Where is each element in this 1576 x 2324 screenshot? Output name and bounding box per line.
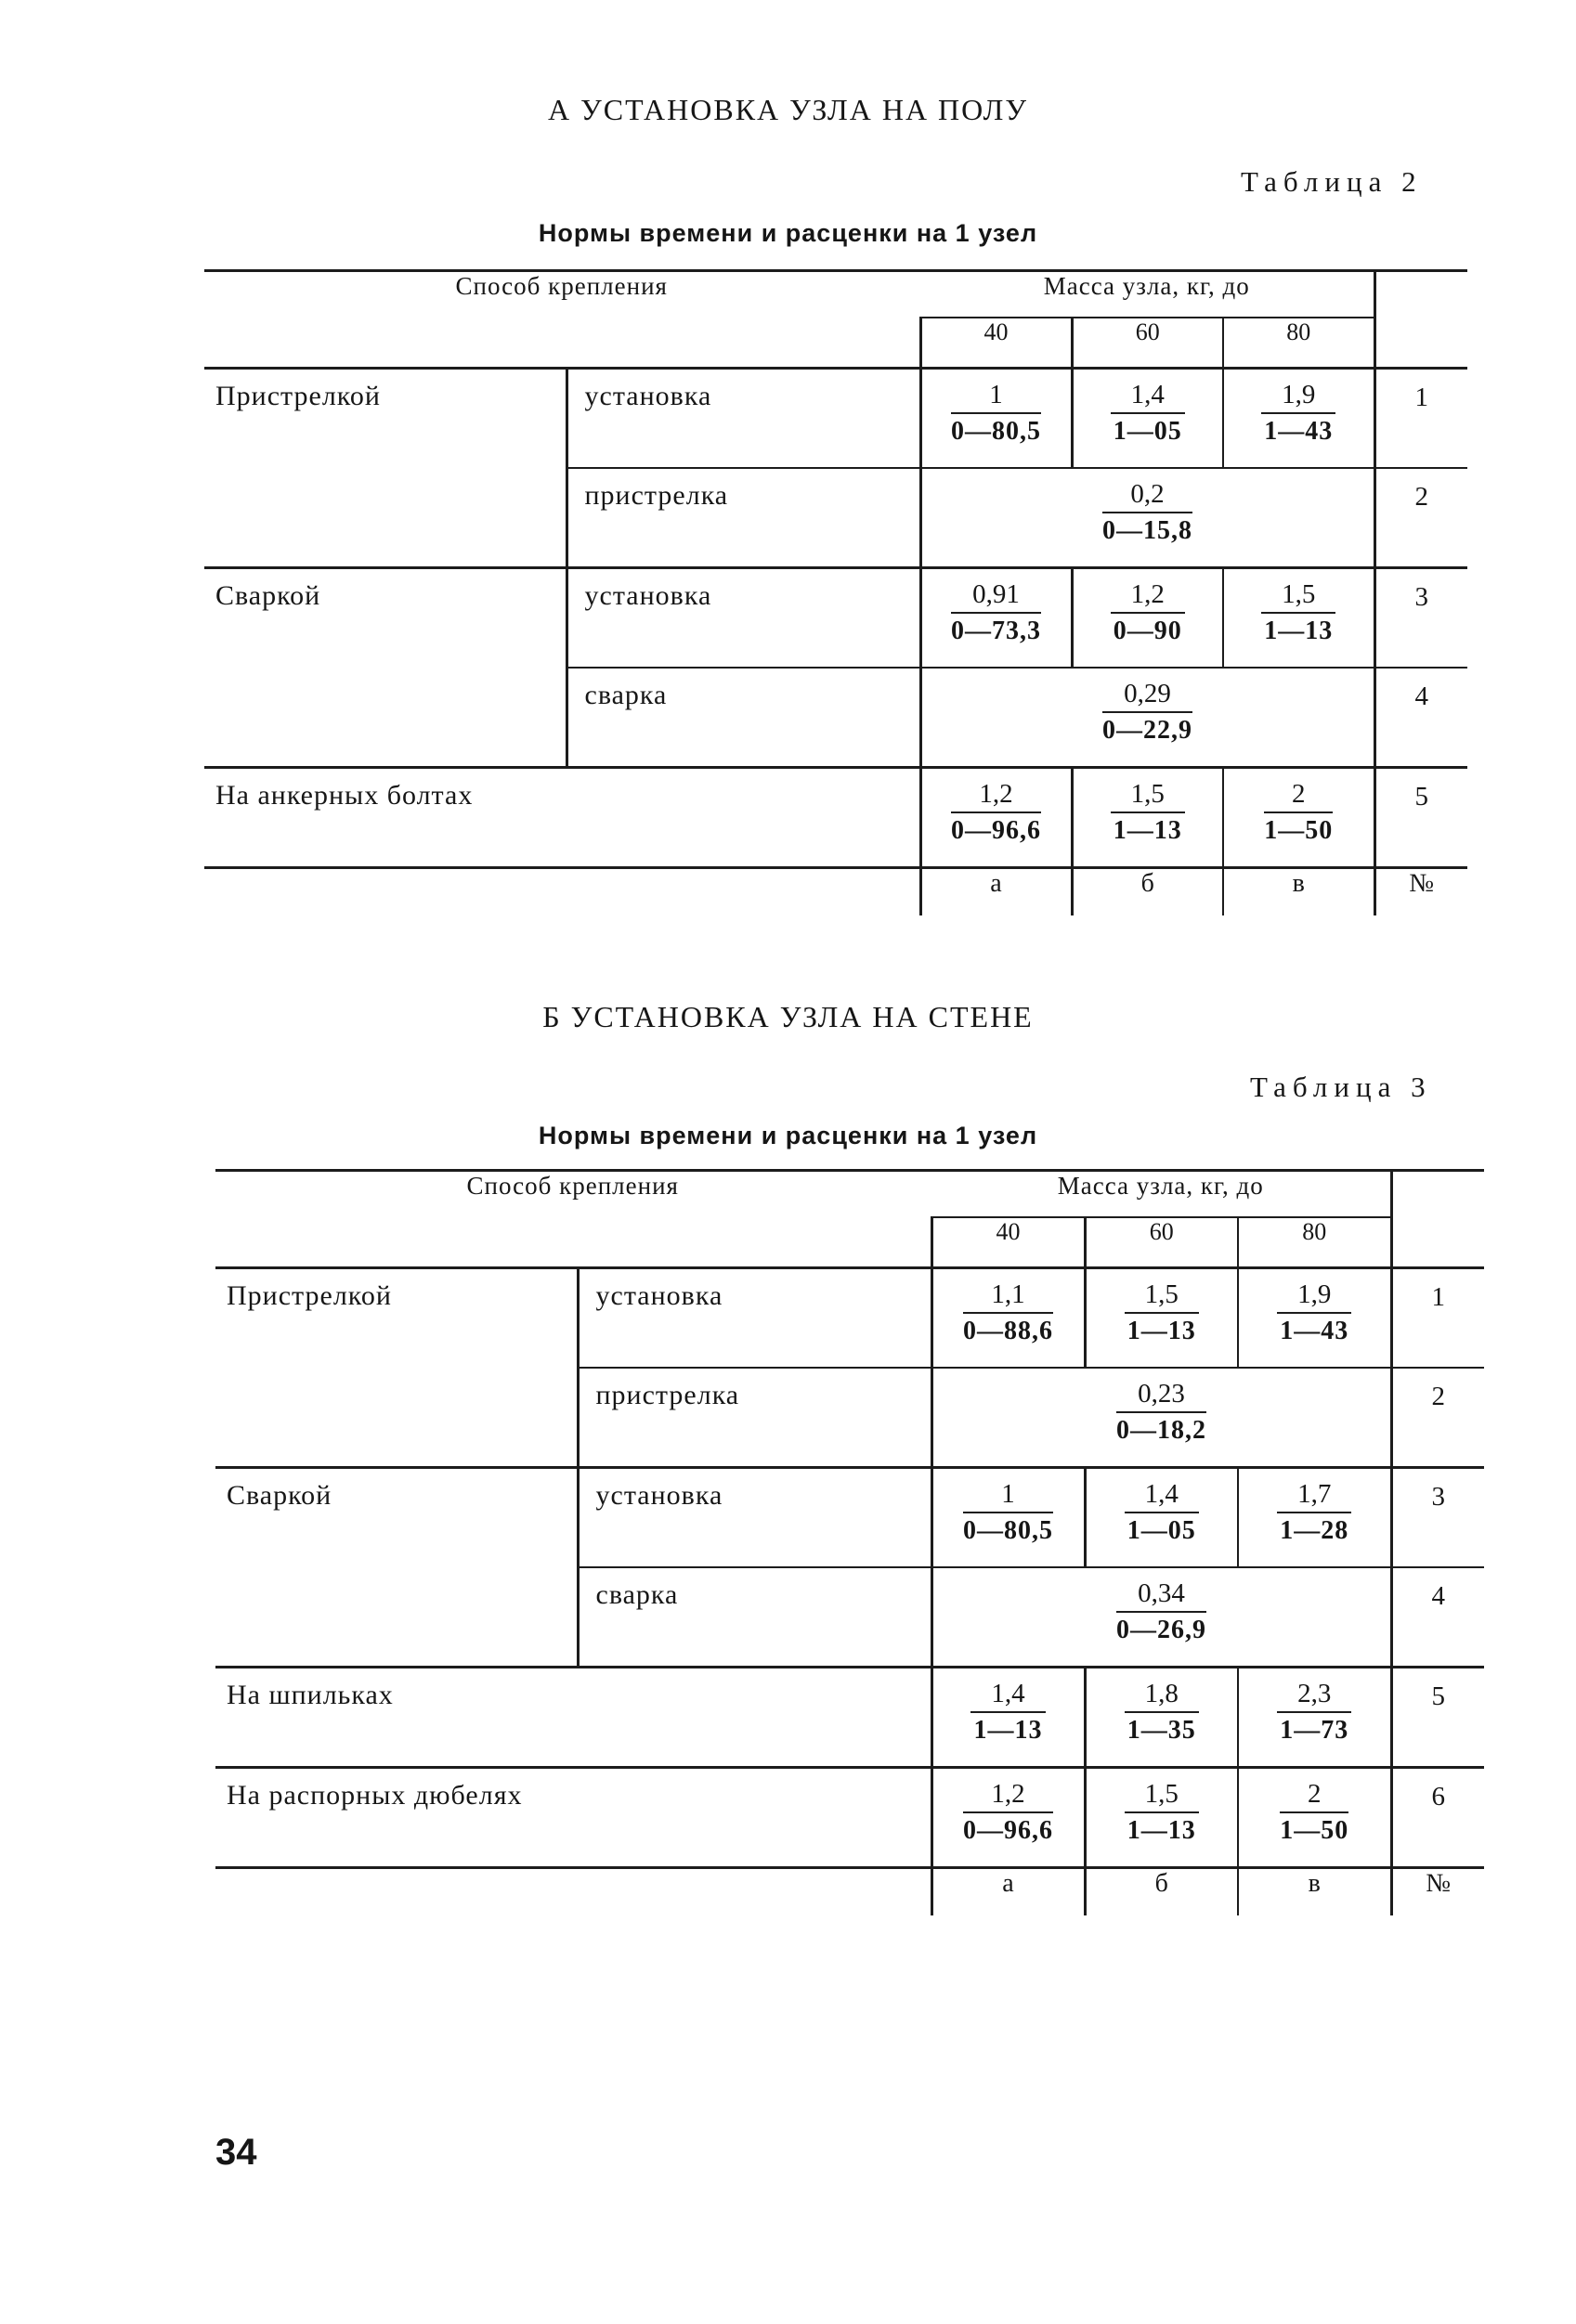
operation-label: сварка [578, 1567, 931, 1668]
rate-value: 0—15,8 [1102, 515, 1193, 545]
norm-value: 0,34 [1116, 1579, 1206, 1613]
row-number: 4 [1391, 1567, 1484, 1668]
norm-value: 1,1 [963, 1280, 1053, 1314]
rate-value: 1—43 [1264, 416, 1334, 446]
rate-value: 0—96,6 [951, 815, 1041, 845]
norm-value: 1,5 [1261, 580, 1335, 614]
header-col-40: 40 [931, 1217, 1085, 1268]
row-number: 3 [1374, 568, 1467, 669]
col-number-label: № [1391, 1868, 1484, 1916]
group-label: Сваркой [215, 1468, 578, 1668]
norm-value: 1 [963, 1480, 1053, 1513]
header-col-60: 60 [1085, 1217, 1238, 1268]
rate-value: 1—13 [973, 1715, 1043, 1745]
norm-value: 1,5 [1111, 780, 1185, 813]
rate-value: 1—73 [1280, 1715, 1349, 1745]
header-col-60: 60 [1072, 318, 1223, 369]
table-row [215, 1668, 1484, 1768]
row-number: 4 [1374, 668, 1467, 768]
norm-value: 1,9 [1277, 1280, 1351, 1314]
norm-value: 0,91 [951, 580, 1041, 614]
group-label: Сваркой [204, 568, 567, 768]
rate-value: 1—13 [1127, 1316, 1196, 1345]
header-col-80: 80 [1238, 1217, 1391, 1268]
norm-value: 1,7 [1277, 1480, 1351, 1513]
rate-value: 0—80,5 [963, 1515, 1053, 1545]
rate-value: 0—88,6 [963, 1316, 1053, 1345]
norm-value: 0,23 [1116, 1380, 1206, 1413]
norm-value: 1,4 [970, 1680, 1045, 1713]
norm-value: 1,2 [951, 780, 1041, 813]
norm-value: 2 [1264, 780, 1333, 813]
operation-label: установка [567, 568, 920, 669]
col-letter: в [1238, 1868, 1391, 1916]
norm-value: 1,4 [1125, 1480, 1199, 1513]
row-number: 3 [1391, 1468, 1484, 1568]
table-3-number: Таблица 3 [1250, 1071, 1432, 1103]
header-method: Способ крепления [215, 1171, 931, 1268]
rate-value: 0—22,9 [1102, 715, 1193, 745]
table-3 [215, 1169, 1484, 1915]
rate-value: 0—73,3 [951, 616, 1041, 645]
row-number: 2 [1391, 1368, 1484, 1468]
rate-value: 0—90 [1113, 616, 1182, 645]
rate-value: 1—05 [1113, 416, 1182, 446]
rate-value: 1—28 [1280, 1515, 1349, 1545]
operation-label: пристрелка [578, 1368, 931, 1468]
norm-value: 1 [951, 381, 1041, 414]
table-row [215, 1468, 1484, 1568]
rate-value: 1—35 [1127, 1715, 1196, 1745]
operation-label: установка [578, 1468, 931, 1568]
row-number: 1 [1374, 369, 1467, 469]
header-col-80: 80 [1223, 318, 1374, 369]
single-label: На шпильках [215, 1668, 931, 1768]
operation-label: пристрелка [567, 468, 920, 568]
table-2 [204, 269, 1467, 915]
operation-label: установка [578, 1268, 931, 1369]
table-3-caption: Нормы времени и расценки на 1 узел [538, 1122, 1038, 1149]
single-label: На анкерных болтах [204, 768, 920, 868]
header-mass: Масса узла, кг, до [920, 271, 1374, 318]
header-no-blank [1374, 271, 1467, 369]
row-number: 1 [1391, 1268, 1484, 1369]
norm-value: 0,29 [1102, 680, 1192, 713]
rate-value: 0—26,9 [1116, 1615, 1207, 1644]
table-row [204, 369, 1467, 469]
rate-value: 1—13 [1113, 815, 1182, 845]
norm-value: 1,2 [1111, 580, 1185, 614]
rate-value: 1—05 [1127, 1515, 1196, 1545]
table-row [204, 568, 1467, 669]
norm-value: 0,2 [1102, 480, 1192, 513]
norm-value: 2 [1280, 1780, 1348, 1813]
norm-value: 1,5 [1125, 1280, 1199, 1314]
rate-value: 1—50 [1264, 815, 1334, 845]
rate-value: 0—80,5 [951, 416, 1041, 446]
col-letter: в [1223, 868, 1374, 916]
rate-value: 0—96,6 [963, 1815, 1053, 1845]
col-letter: б [1085, 1868, 1238, 1916]
norm-value: 1,2 [963, 1780, 1053, 1813]
row-number: 2 [1374, 468, 1467, 568]
norm-value: 1,8 [1125, 1680, 1199, 1713]
col-letter: а [920, 868, 1072, 916]
group-label: Пристрелкой [204, 369, 567, 568]
header-method: Способ крепления [204, 271, 920, 369]
section-a-heading: А УСТАНОВКА УЗЛА НА ПОЛУ [547, 93, 1029, 126]
table-2-caption: Нормы времени и расценки на 1 узел [538, 219, 1038, 247]
table-row [215, 1268, 1484, 1369]
col-number-label: № [1374, 868, 1467, 916]
norm-value: 2,3 [1277, 1680, 1351, 1713]
row-number: 5 [1374, 768, 1467, 868]
row-number: 6 [1391, 1768, 1484, 1868]
rate-value: 1—43 [1280, 1316, 1349, 1345]
norm-value: 1,4 [1111, 381, 1185, 414]
header-mass: Масса узла, кг, до [931, 1171, 1391, 1218]
col-letter: б [1072, 868, 1223, 916]
col-letter: а [931, 1868, 1085, 1916]
rate-value: 1—50 [1280, 1815, 1349, 1845]
operation-label: установка [567, 369, 920, 469]
header-no-blank [1391, 1171, 1484, 1268]
table-2-number: Таблица 2 [1241, 165, 1423, 198]
operation-label: сварка [567, 668, 920, 768]
rate-value: 1—13 [1264, 616, 1334, 645]
table-row [204, 768, 1467, 868]
single-label: На распорных дюбелях [215, 1768, 931, 1868]
rate-value: 0—18,2 [1116, 1415, 1207, 1445]
norm-value: 1,9 [1261, 381, 1335, 414]
section-b-heading: Б УСТАНОВКА УЗЛА НА СТЕНЕ [542, 1000, 1034, 1033]
page-number: 34 [215, 2132, 257, 2173]
rate-value: 1—13 [1127, 1815, 1196, 1845]
group-label: Пристрелкой [215, 1268, 578, 1468]
table-row [215, 1768, 1484, 1868]
norm-value: 1,5 [1125, 1780, 1199, 1813]
header-col-40: 40 [920, 318, 1072, 369]
row-number: 5 [1391, 1668, 1484, 1768]
